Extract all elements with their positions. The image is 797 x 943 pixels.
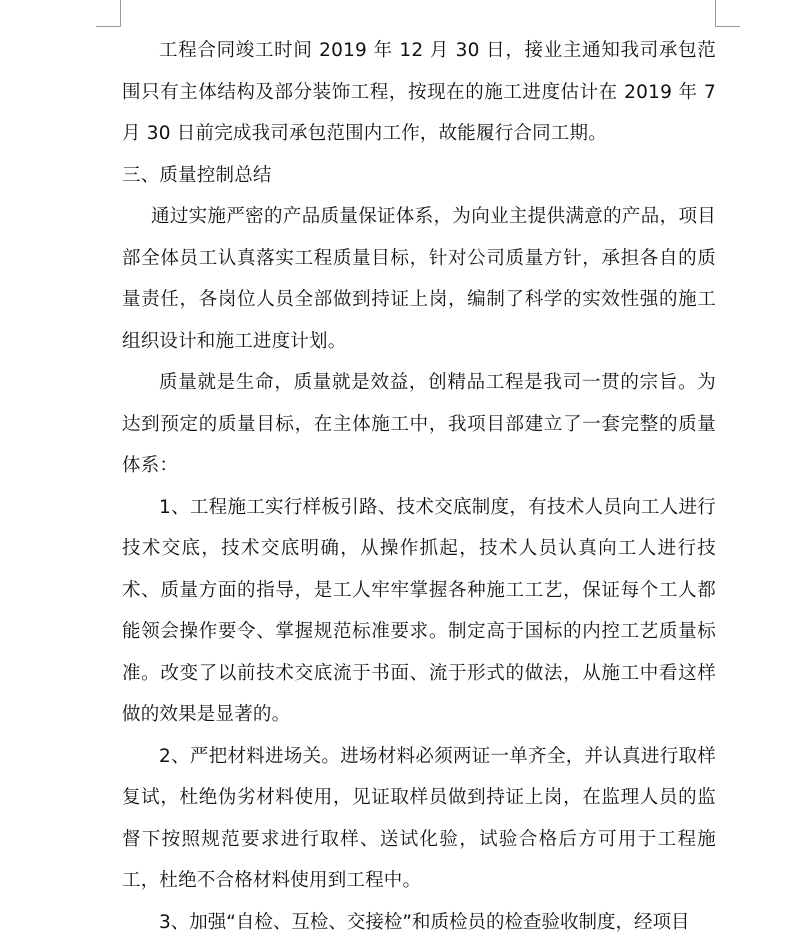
section-heading-quality-control: 三、质量控制总结 <box>122 155 716 197</box>
paragraph-quality-system: 通过实施严密的产品质量保证体系，为向业主提供满意的产品，项目部全体员工认真落实工程质量目标，针对公司质量方针，承担各自的质量责任，各岗位人员全部做到持证上岗，编制了科学的实效性强的施工组织设计和施工进度计划。 <box>122 196 716 362</box>
paragraph-item-2: 2、严把材料进场关。进场材料必须两证一单齐全，并认真进行取样复试，杜绝伪劣材料使用，见证取样员做到持证上岗，在监理人员的监督下按照规范要求进行取样、送试化验，试验合格后方可用于工程施工，杜绝不合格材料使用到工程中。 <box>122 736 716 902</box>
paragraph-item-3: 3、加强“自检、互检、交接检”和质检员的检查验收制度，经项目 <box>122 902 716 943</box>
crop-mark-top-left <box>96 0 121 27</box>
paragraph-quality-goal: 质量就是生命，质量就是效益，创精品工程是我司一贯的宗旨。为达到预定的质量目标，在主体施工中，我项目部建立了一套完整的质量体系： <box>122 362 716 487</box>
document-body[interactable] <box>122 30 716 943</box>
crop-mark-top-right <box>715 0 740 27</box>
paragraph-item-1: 1、工程施工实行样板引路、技术交底制度，有技术人员向工人进行技术交底，技术交底明确，从操作抓起，技术人员认真向工人进行技术、质量方面的指导，是工人牢牢掌握各种施工工艺，保证每个工人都能领会操作要令、掌握规范标准要求。制定高于国标的内控工艺质量标准。改变了以前技术交底流于书面、流于形式的做法，从施工中看这样做的效果是显著的。 <box>122 487 716 736</box>
paragraph-schedule: 工程合同竣工时间 2019 年 12 月 30 日，接业主通知我司承包范围只有主体结构及部分装饰工程，按现在的施工进度估计在 2019 年 7 月 30 日前完成我司承包范围内工作，故能履行合同工期。 <box>122 30 716 155</box>
